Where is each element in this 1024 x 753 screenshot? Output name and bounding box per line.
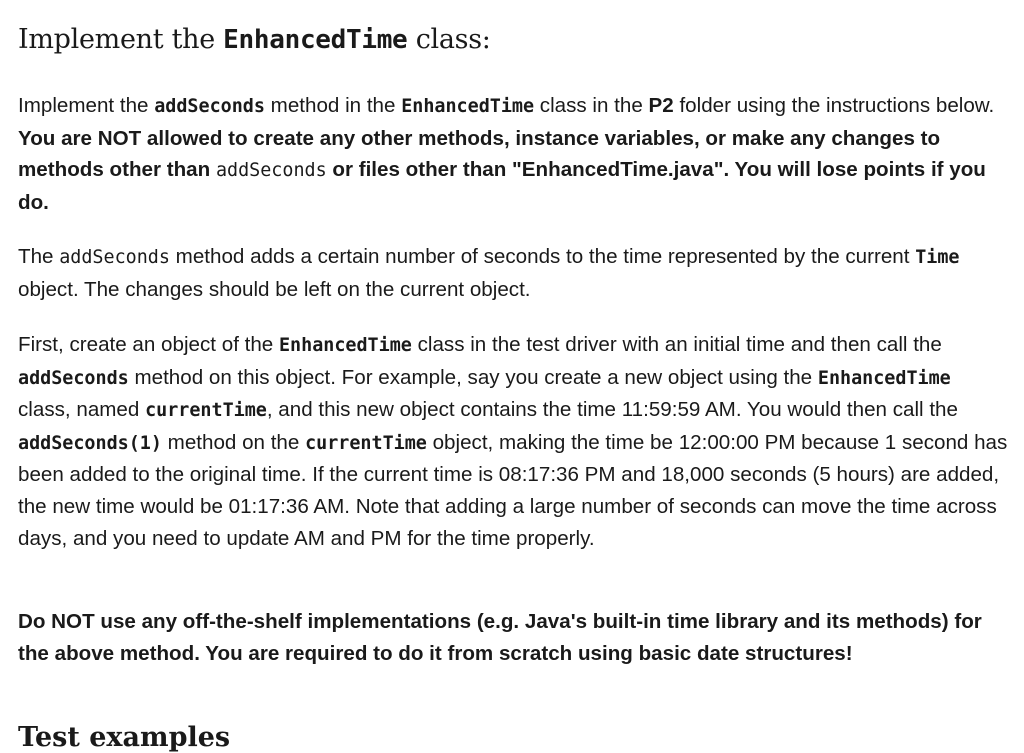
text: First, create an object of the: [18, 333, 279, 356]
no-library-warning: Do NOT use any off-the-shelf implementations (e.g. Java's built-in time library and its methods) for the above method. You are required to do it from scratch using basic date structures!: [18, 610, 982, 665]
text: , and this new object contains the time 11:59:59 AM. You would then call the: [266, 398, 958, 422]
code-current-time: currentTime: [145, 400, 267, 422]
code-add-seconds: addSeconds: [18, 367, 129, 389]
text: class in the: [534, 94, 649, 117]
text: class, named: [18, 398, 146, 422]
text: folder using the instructions below.: [673, 94, 995, 117]
code-enhanced-time: EnhancedTime: [278, 335, 412, 356]
instructions-paragraph: [18, 90, 1008, 218]
text: The: [18, 245, 60, 268]
restriction-warning: You are NOT allowed to create any other methods, instance variables, or make any changes to methods other than: [18, 126, 941, 182]
text: method on this object. For example, say you create a new object using the: [128, 365, 818, 389]
next-section-heading: Test examples: [18, 722, 231, 753]
page-title: [18, 24, 491, 55]
text: method on the: [161, 430, 306, 454]
code-enhanced-time: EnhancedTime: [817, 367, 951, 389]
code-add-seconds: addSeconds: [59, 247, 170, 268]
title-prefix: Implement the: [18, 24, 224, 55]
text: object. The changes should be left on the current object.: [18, 277, 531, 301]
text: method in the: [264, 94, 402, 117]
code-add-seconds: addSeconds: [215, 160, 327, 182]
code-add-seconds: addSeconds: [154, 96, 265, 117]
text: object, making the time be 12:00:00 PM because 1 second has been added to the original time. If the current time is 08:17:36 PM and 18,000 seconds (5 hours) are added, the new time would be 01:17:36 AM. Note that adding a large number of seconds can move the time across days, and you need to update AM and PM for the time properly.: [18, 430, 1008, 550]
folder-name: P2: [648, 94, 674, 117]
code-time: Time: [915, 247, 960, 268]
text: class in the test driver with an initial time and then call the: [411, 333, 942, 356]
code-enhanced-time: EnhancedTime: [401, 96, 535, 117]
example-paragraph: [18, 329, 1008, 554]
no-library-warning-paragraph: [18, 606, 1008, 669]
code-current-time: currentTime: [305, 432, 427, 454]
text: method adds a certain number of seconds to the time represented by the current: [169, 245, 916, 268]
text: Implement the: [18, 94, 155, 117]
restriction-warning-end: or files other than "EnhancedTime.java". You will lose points if you do.: [18, 158, 986, 214]
code-add-seconds-call: addSeconds(1): [18, 432, 162, 454]
title-class-name: EnhancedTime: [223, 25, 408, 55]
title-suffix: class:: [407, 24, 491, 55]
method-description-paragraph: [18, 241, 1008, 305]
